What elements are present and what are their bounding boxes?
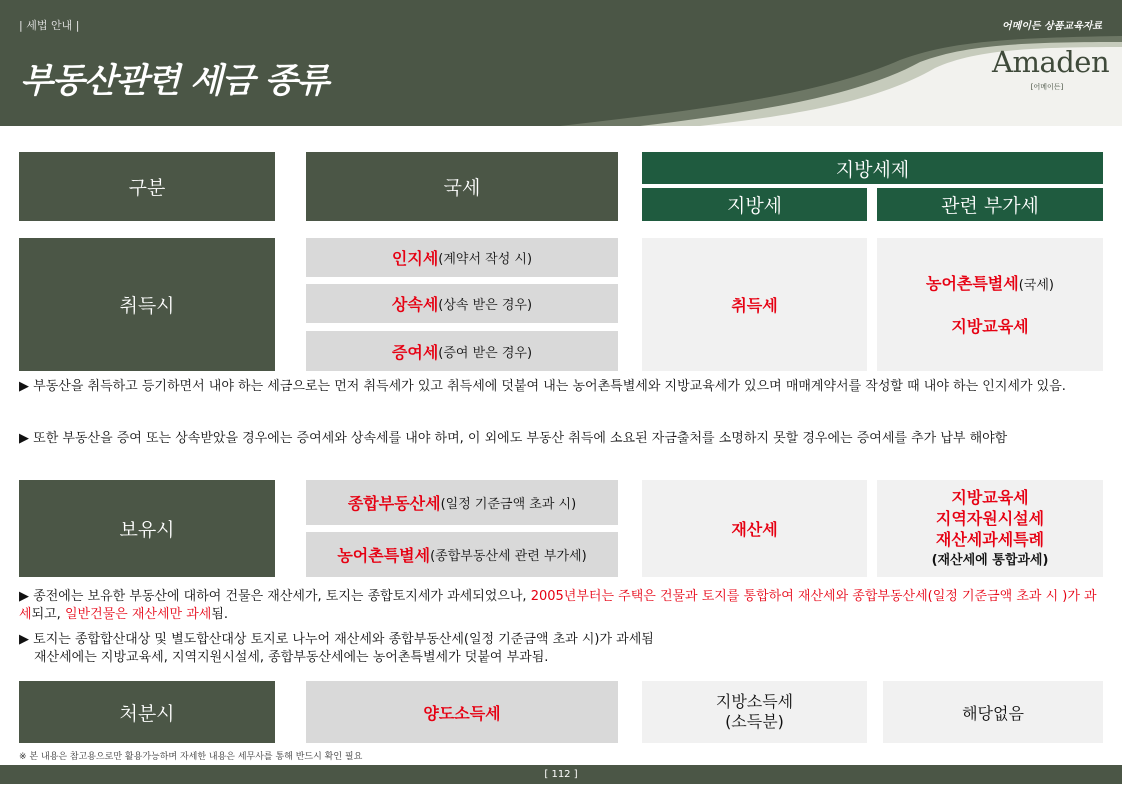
note-text: 토지는 종합합산대상 및 별도합산대상 토지로 나누어 재산세와 종합부동산세(일정 기준금액 초과 시)가 과세됨 <box>33 632 654 647</box>
acquisition-note-1 <box>19 378 1109 396</box>
holding-note-1 <box>19 588 1109 624</box>
holding-note-2 <box>19 631 1109 667</box>
national-tax-item <box>306 480 618 525</box>
local-tax-subtitle: (소득분) <box>725 712 784 731</box>
surtax-acquisition <box>877 238 1103 371</box>
national-tax-item <box>306 331 618 371</box>
bullet-icon: ▶ <box>19 589 29 604</box>
header-national-tax: 국세 <box>306 152 618 221</box>
note-text: 됨. <box>211 607 229 622</box>
local-tax-acquisition: 취득세 <box>642 238 867 371</box>
page-number: [ 112 ] <box>544 769 578 780</box>
header-category: 구분 <box>19 152 275 221</box>
logo-name: Amaden <box>992 45 1110 79</box>
surtax-note: (국세) <box>1018 277 1054 293</box>
surtax-name: 지방교육세 <box>951 487 1029 507</box>
note-text: 되고, <box>31 607 65 622</box>
note-text: 재산세에는 지방교육세, 지역지원시설세, 종합부동산세에는 농어촌특별세가 덧붙여 부과됨. <box>34 650 549 665</box>
footer-bar <box>0 765 1122 784</box>
acquisition-note-2 <box>19 430 1109 448</box>
tax-name: 증여세 <box>391 342 439 362</box>
material-tag: 어메이든 상품교육자료 <box>1001 21 1102 32</box>
tax-name: 상속세 <box>391 295 439 314</box>
row-label-holding: 보유시 <box>19 480 275 577</box>
note-highlight: 2005년부터는 주택은 건물과 토지를 통합하여 재산세와 종합부동산세(일정 기준금액 초과 시 )가 과세 <box>19 589 1097 622</box>
row-label-disposal: 처분시 <box>19 681 275 743</box>
surtax-name: 지방교육세 <box>951 316 1029 336</box>
note-text: 종전에는 보유한 부동산에 대하여 건물은 재산세가, 토지는 종합토지세가 과세되었으나, <box>33 589 531 604</box>
tax-name: 인지세 <box>391 249 439 268</box>
tax-name: 종합부동산세 <box>347 494 441 513</box>
surtax-name: 농어촌특별세 <box>925 273 1019 293</box>
national-tax-item <box>306 238 618 277</box>
tax-name: 농어촌특별세 <box>337 546 431 565</box>
local-tax-disposal <box>642 681 867 743</box>
surtax-name: 재산세과세특례 <box>935 529 1045 549</box>
national-tax-disposal: 양도소득세 <box>306 681 618 743</box>
local-tax-name: 지방소득세 <box>715 692 794 711</box>
header-local-tax: 지방세 <box>642 188 867 221</box>
surtax-name: 지역자원시설세 <box>935 508 1045 528</box>
bullet-icon: ▶ <box>19 431 29 446</box>
note-text: 또한 부동산을 증여 또는 상속받았을 경우에는 증여세와 상속세를 내야 하며, 이 외에도 부동산 취득에 소요된 자금출처를 소명하지 못할 경우에는 증여세를 추가 납부 해야함 <box>33 431 1008 446</box>
header-banner <box>0 0 1122 126</box>
local-tax-holding: 재산세 <box>642 480 867 577</box>
tax-condition: (상속 받은 경우) <box>438 298 533 313</box>
disclaimer: ※ 본 내용은 참고용으로만 활용가능하며 자세한 내용은 세무사를 통해 반드시 확인 필요 <box>19 752 363 762</box>
surtax-holding <box>877 480 1103 577</box>
page-title: 부동산관련 세금 종류 <box>20 61 329 101</box>
national-tax-item <box>306 532 618 577</box>
bullet-icon: ▶ <box>19 632 29 647</box>
note-text: 부동산을 취득하고 등기하면서 내야 하는 세금으로는 먼저 취득세가 있고 취득세에 덧붙여 내는 농어촌특별세와 지방교육세가 있으며 매매계약서를 작성할 때 내야 하는 인지세가 있음. <box>33 379 1066 394</box>
breadcrumb: | 세법 안내 | <box>19 19 80 32</box>
surtax-note: (재산세에 통합과세) <box>931 552 1049 568</box>
row-label-acquisition: 취득시 <box>19 238 275 371</box>
header-surtax: 관련 부가세 <box>877 188 1103 221</box>
surtax-disposal: 해당없음 <box>883 681 1103 743</box>
tax-condition: (일정 기준금액 초과 시) <box>440 497 577 512</box>
note-highlight: 일반건물은 재산세만 과세 <box>64 607 212 622</box>
brand-logo <box>992 45 1110 92</box>
bullet-icon: ▶ <box>19 379 29 394</box>
tax-condition: (종합부동산세 관련 부가세) <box>430 549 587 564</box>
logo-subtitle: [어메이든] <box>1030 83 1064 91</box>
tax-condition: (계약서 작성 시) <box>438 252 533 267</box>
national-tax-item <box>306 284 618 323</box>
tax-condition: (증여 받은 경우) <box>438 345 533 361</box>
header-local-tax-group: 지방세제 <box>642 152 1103 184</box>
